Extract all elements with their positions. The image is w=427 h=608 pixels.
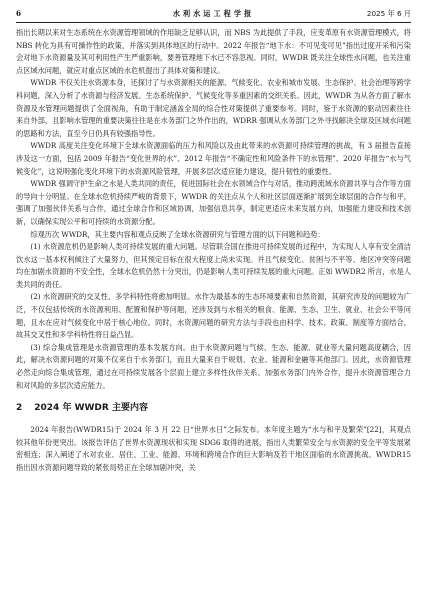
paragraph: (3) 综合集成管理是水资源管理的基本发展方向。由于水资源问题与气候、生态、能源、就业等大量问题高度耦合，因此，解决水资源问题的对策不仅来自于水务部门，而且大量来自于规划、农业、能源和金融等其他部门。因此，水资源管理必然走向综合集成管理，通过在可持续发展各个层面上建立多样性伙伴关系、加强水务部门内外合作，提升水资源管理合力和对风险的多层次适应能力。 (16, 342, 411, 390)
article-body (16, 27, 411, 604)
paragraph: 指出长期以来对生态系统在水资源管理领域的作用缺乏足够认识，而 NBS 为此提供了手段，应变革原有水资源管理模式，将 NBS 转化为具有可操作性的政策，并落实到具体地区的行动中。2022 年报告“地下水：不可见变可见”指出过度开采和污染会对地下水资源量及其可利用性产生严重影响，要善管理地下水已不容忽视。同时，WWDR 既关注全球性水问题，也关注重点区域水问题，就应对重点区域的水危机提出了具体对策和建议。 (16, 28, 411, 75)
section-title: 2024 年 WWDR 主要内容 (34, 403, 148, 414)
section-number: 2 (16, 403, 23, 414)
page-number: 6 (16, 9, 22, 18)
paragraph: WWDR 不仅关注水资源本身，还探讨了与水资源相关的能源、气候变化、农业和城市发展、生态保护、社会治理等跨学科问题，深入分析了水资源与经济发展、生态系统保护、气候变化等多重因素的交织关系。因此，WWDR 为从各方面了解水资源及水管理问题提供了全面视角，有助于制定涵盖全局的综合性对策提供了重要参考。同时，鉴于水资源的驱动因素往往来自外部，且影响水管理的重要决策往往是在水务部门之外作出的，WDRR 强调从水务部门之外寻找解决全球及区域水问题的思路和方法，直至今日仍具有较强指导性。 (16, 78, 411, 138)
paragraph: WWDR 高度关注变化环境下全球水资源面临的压力和风险以及由此带来的水资源可持续管理的挑战，有 3 届报告直接涉及这一方面，包括 2009 年报告“变化世界的水”、2012 年报告“不确定性和风险条件下的水管理”、2020 年报告“水与气候变化”，这说明强化变化环境下的水资源风险管理，开展多层次适应能力建设，提升韧性的重要性。 (16, 141, 411, 176)
journal-title: 水利水运工程学报 (172, 9, 255, 18)
header-rule (16, 22, 411, 23)
page-header (16, 6, 411, 22)
paragraph: 2024 年报告(WWDR15)于 2024 年 3 月 22 日“世界水日”之际发布。本年度主题为“水与和平及繁荣”[22]，其观点较其他年份更突出。该报告评估了世界水资源现状和实现 SDG6 取得的进展，指出人类繁荣安全与水资源的安全平等发展紧密相连；深入阐述了水对农业、居住、工业、能源、环境和跨境合作的巨大影响及若干地区面临的水资源挑战。WWDR15 指出因水资源问题导致的紧张局势正在全球加剧冲突，关 (16, 425, 411, 472)
paragraph: (1) 水资源危机仍是影响人类可持续发展的重大问题。尽管联合国在推进可持续发展的过程中，为实现人人享有安全清洁饮水这一基本权利倾注了大量努力，但其预定目标在很大程度上尚未实现。并且气候变化、贫困与不平等、地区冲突等问题均在加剧水资源的不安全性，全球水危机仍然十分突出，仍是影响人类可持续发展的重大问题。正如 WWDR2 所言，水是人类共同的责任。 (16, 242, 411, 289)
issue-date: 2025 年 6 月 (366, 9, 411, 18)
section-heading (16, 401, 411, 415)
paragraph: 综观历次 WWDR，其主要内容和观点反映了全球水资源研究与管理方面的以下问题和趋势： (30, 229, 325, 239)
paragraph: WWDR 强调守护生命之水是人类共同的责任，促进国际社会在水领域合作与对话，推动跨流域水资源共享与合作等方面的导向十分明显。在全球水危机持续严峻的背景下，WWDR 的关注点从个人和社区层面逐渐扩展到全球层面的合作与和平，强调了加强伙伴关系与合作，通过全球合作和区域协调，加强信息共享，制定更适应未来发展方向，加强能力建设和技术创新，以确保实现公平和可持续的水资源分配。 (16, 179, 411, 226)
paragraph: (2) 水资源研究的交叉性、多学科特性将愈加明显。水作为最基本的生态环境要素和自然资源，其研究涉及的问题较为广泛，不仅包括传统的水资源利用、配置和保护等问题，还涉及到与水相关的粮食、能源、生态、卫生、就业、社会公平等问题，且水在应对气候变化中居于核心地位。同时，水资源问题的研究方法与手段也由科学、技术、政策、制度等方面结合，故其交叉性和多学科特性将日益凸显。 (16, 292, 411, 340)
